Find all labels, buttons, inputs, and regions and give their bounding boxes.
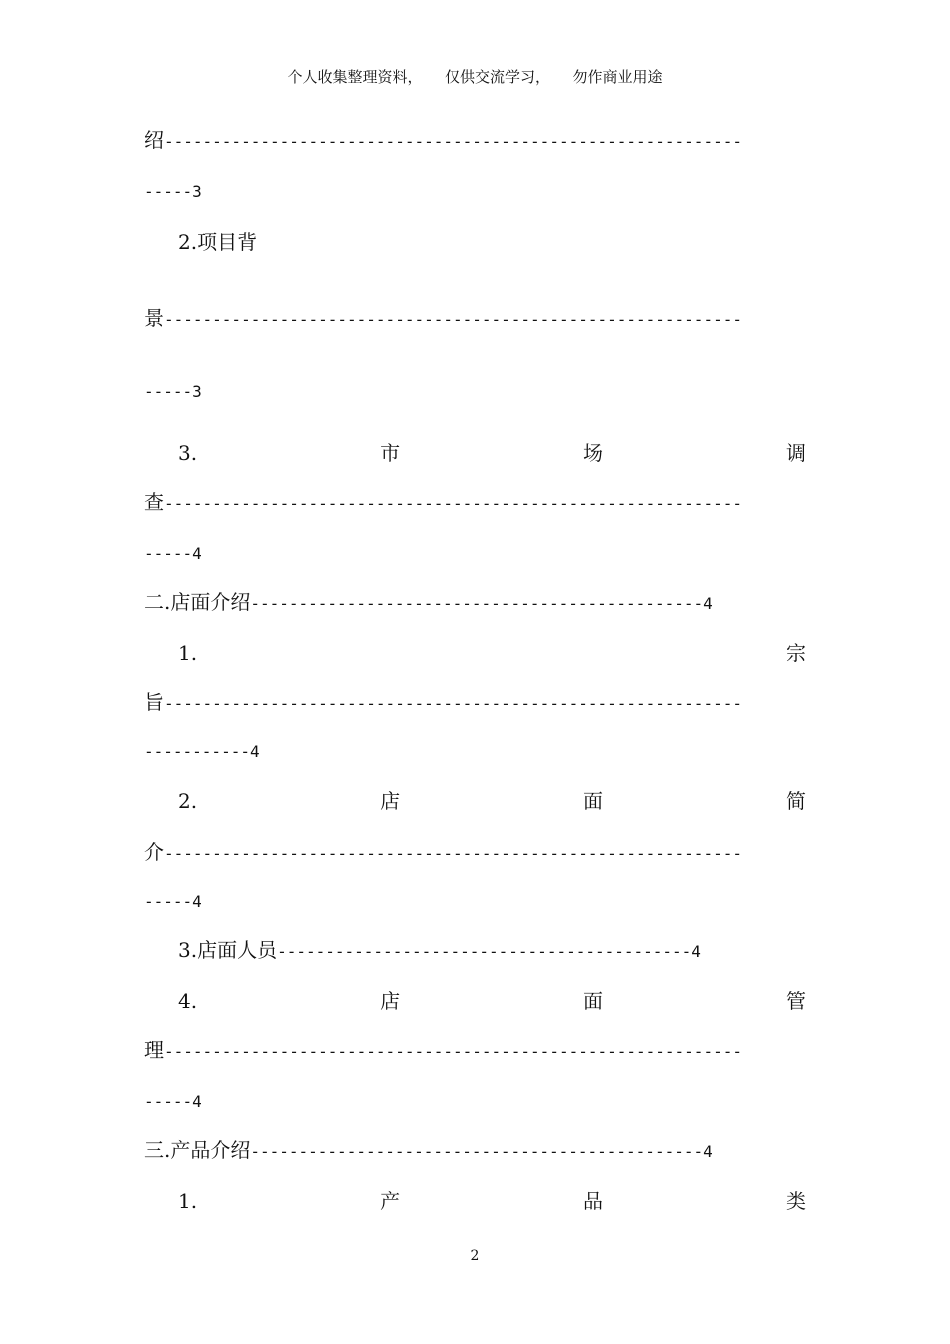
- toc-leader: ------------------------------------------------------------: [164, 694, 742, 713]
- toc-line: -----4: [144, 1092, 202, 1111]
- toc-line: [178, 938, 806, 964]
- toc-line: -----3: [144, 182, 202, 201]
- toc-word: 1.: [178, 1189, 198, 1213]
- toc-leader: ------------------------------------------------------------: [164, 494, 742, 513]
- toc-word: 市: [380, 441, 401, 465]
- toc-line: [144, 490, 806, 516]
- toc-line: [144, 1138, 806, 1164]
- toc-word: 店: [380, 989, 401, 1013]
- toc-leader: ------------------------------------------------------------: [164, 1042, 742, 1061]
- toc-word: 面: [583, 989, 604, 1013]
- toc-word: 3.: [178, 441, 198, 465]
- toc-leader: ------------------------------------------------------------: [164, 844, 742, 863]
- toc-word: 管: [786, 989, 806, 1013]
- toc-word: 店: [380, 789, 401, 813]
- toc-line: [144, 1038, 806, 1064]
- toc-word: 面: [583, 789, 604, 813]
- toc-justified-line: [178, 789, 806, 813]
- toc-text: 旨: [144, 690, 164, 714]
- toc-line: [144, 690, 806, 716]
- toc-leader: -------------------------------------------4: [277, 942, 701, 961]
- toc-line: -----------4: [144, 742, 260, 761]
- page-number: 2: [470, 1248, 480, 1264]
- toc-line: [144, 590, 806, 616]
- toc-justified-line: [178, 441, 806, 465]
- toc-line: [144, 306, 806, 332]
- toc-word: 宗: [786, 641, 806, 665]
- toc-text: 景: [144, 306, 164, 330]
- toc-line: [144, 128, 806, 154]
- toc-text: 介: [144, 840, 164, 864]
- toc-word: 类: [786, 1189, 806, 1213]
- toc-leader: -----------------------------------------------4: [250, 1142, 713, 1161]
- toc-word: 2.: [178, 789, 198, 813]
- toc-line: 2.项目背: [178, 230, 258, 254]
- toc-word: 4.: [178, 989, 198, 1013]
- toc-word: 1.: [178, 641, 198, 665]
- toc-justified-line: [178, 1189, 806, 1213]
- toc-line: -----4: [144, 892, 202, 911]
- page-header: 个人收集整理资料， 仅供交流学习， 勿作商业用途: [287, 68, 663, 86]
- toc-line: [144, 840, 806, 866]
- toc-text: 二.店面介绍: [144, 590, 251, 614]
- toc-text: 绍: [144, 128, 164, 152]
- toc-line: -----4: [144, 544, 202, 563]
- toc-text: 查: [144, 490, 164, 514]
- toc-word: 产: [380, 1189, 401, 1213]
- toc-word: 调: [786, 441, 806, 465]
- toc-word: 品: [583, 1189, 604, 1213]
- toc-leader: ------------------------------------------------------------: [164, 132, 742, 151]
- toc-leader: ------------------------------------------------------------: [164, 310, 742, 329]
- toc-justified-line: [178, 989, 806, 1013]
- toc-text: 理: [144, 1038, 164, 1062]
- toc-text: 3.店面人员: [178, 938, 278, 962]
- toc-line: -----3: [144, 382, 202, 401]
- toc-word: 简: [786, 789, 806, 813]
- toc-text: 三.产品介绍: [144, 1138, 251, 1162]
- toc-leader: -----------------------------------------------4: [250, 594, 713, 613]
- toc-word: 场: [583, 441, 604, 465]
- toc-justified-line: [178, 641, 806, 665]
